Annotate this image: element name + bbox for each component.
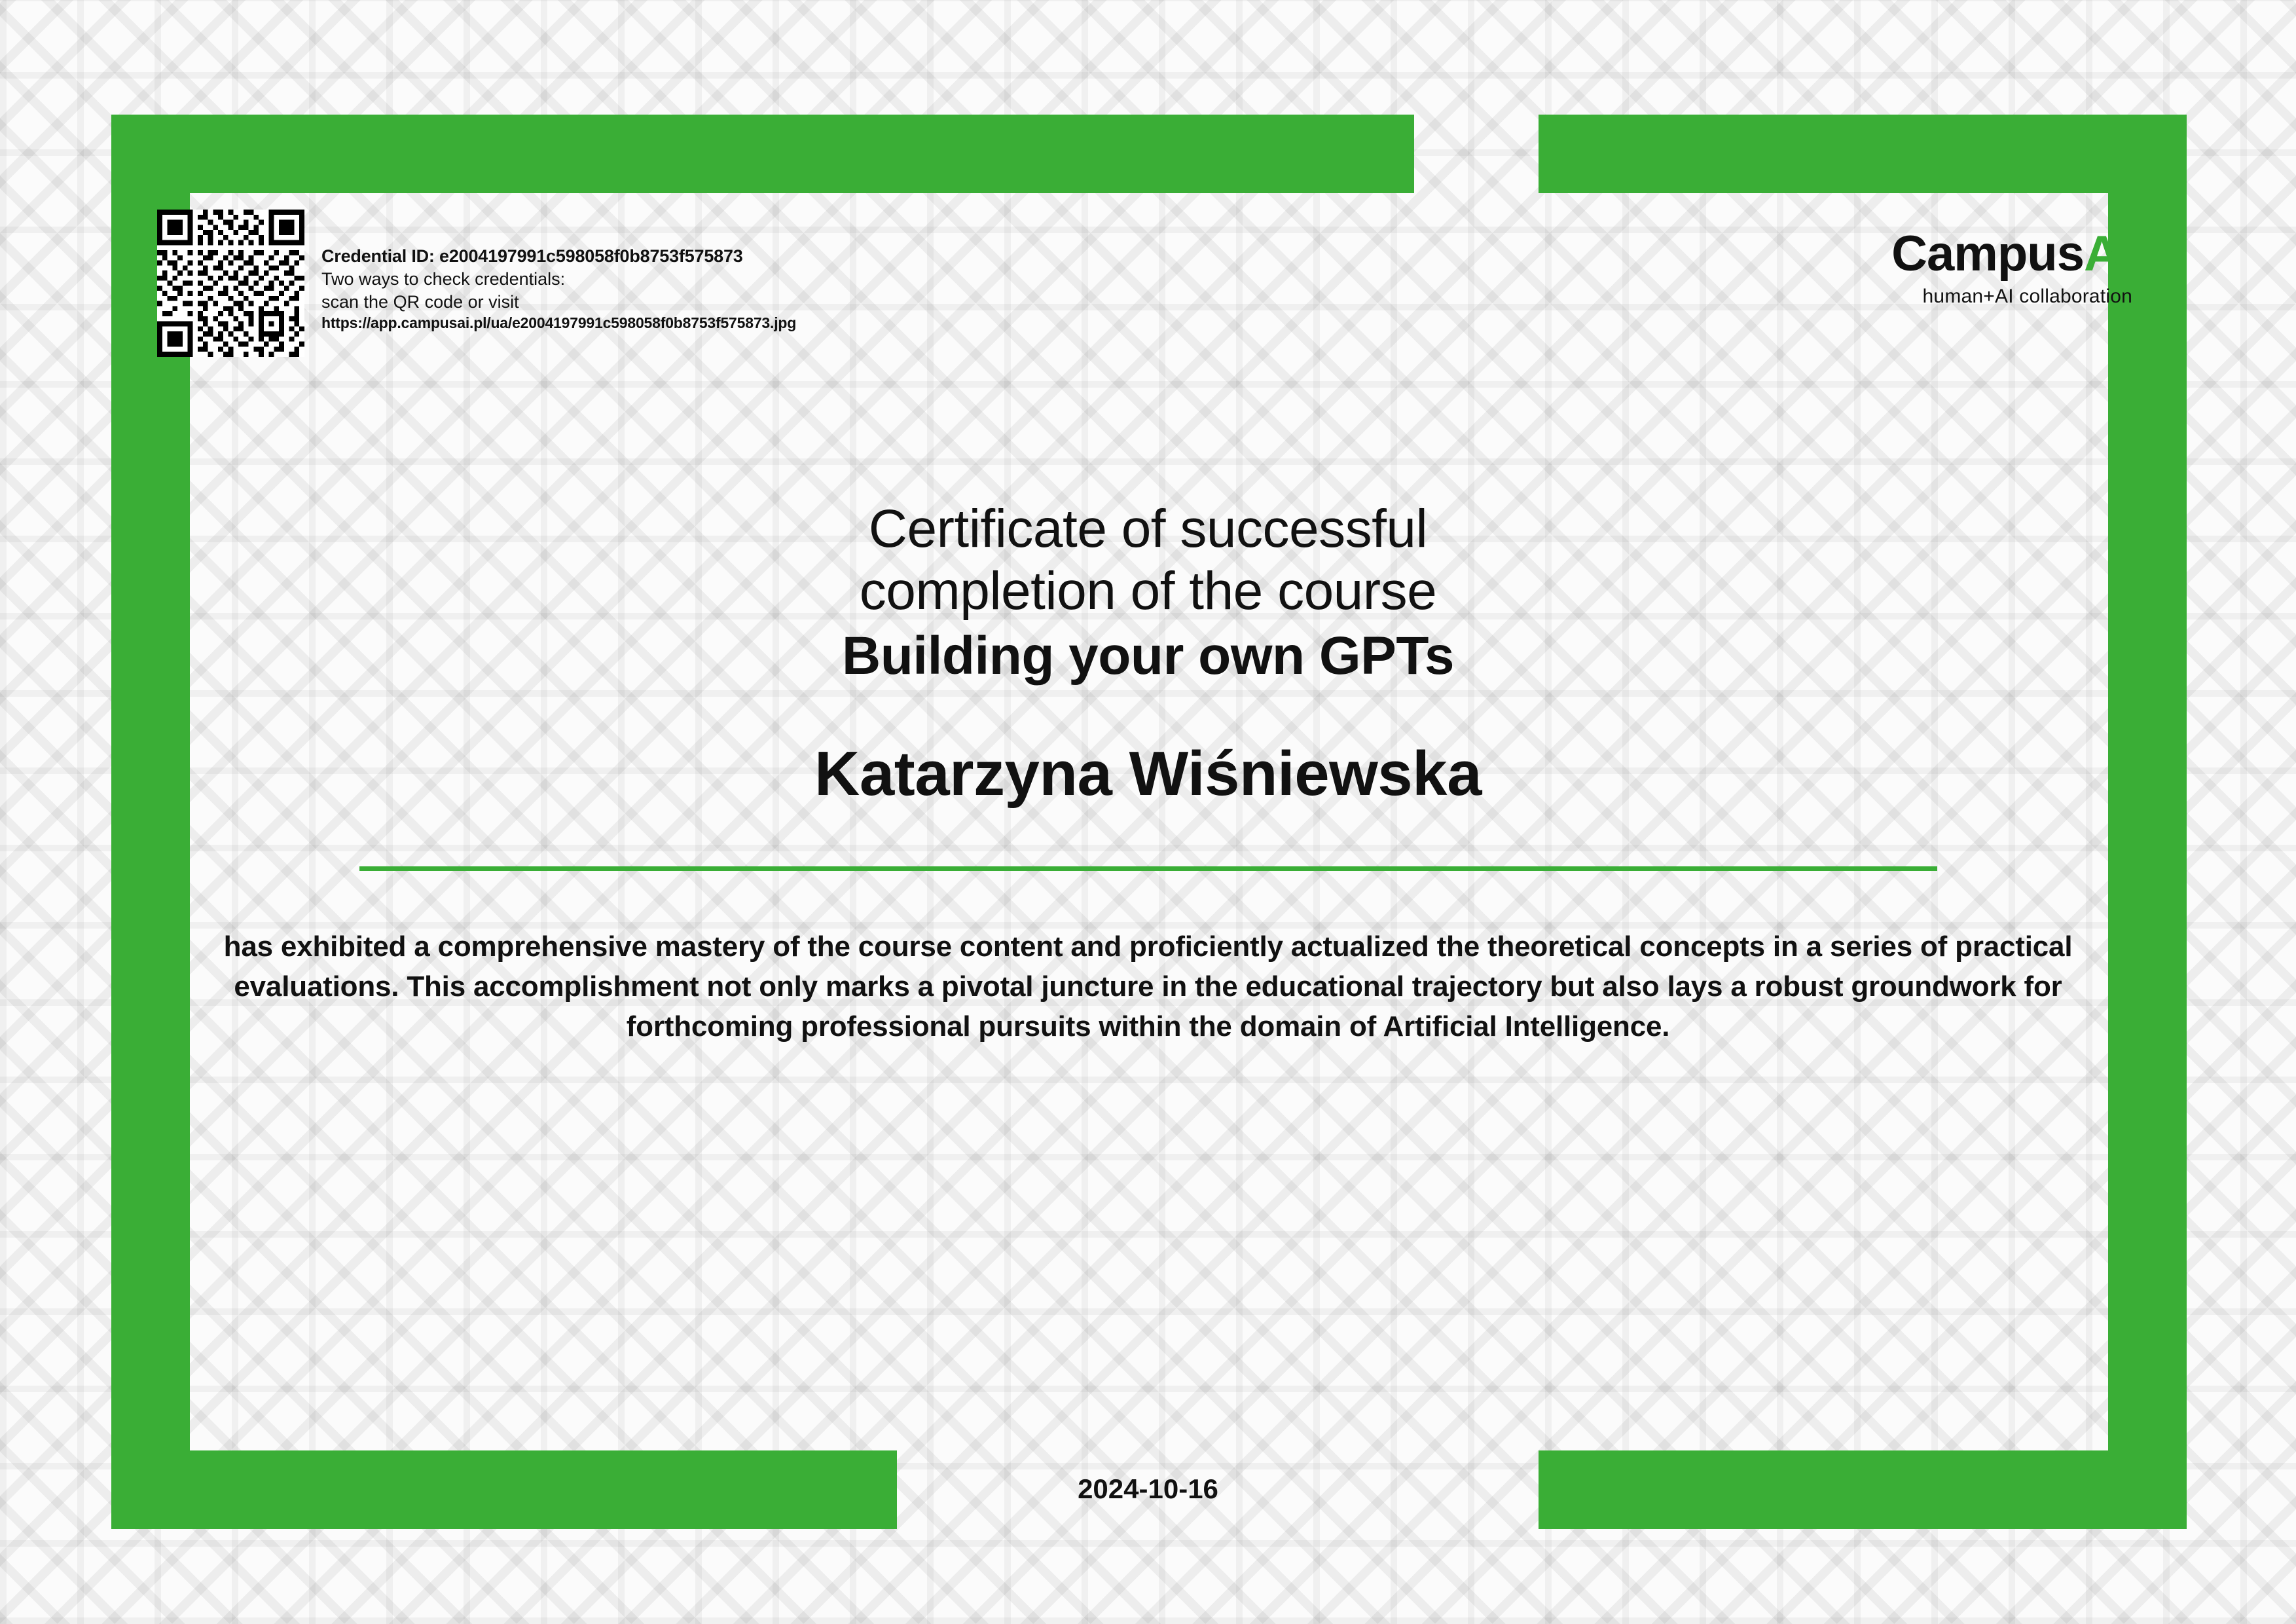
campusai-logo (1891, 226, 2132, 308)
recipient-name: Katarzyna Wiśniewska (814, 739, 1482, 809)
divider-rule (359, 866, 1937, 871)
issue-date: 2024-10-16 (1078, 1473, 1218, 1504)
credential-id-line (321, 245, 796, 268)
logo-word-campus: Campus (1891, 226, 2084, 282)
certificate-body-text: has exhibited a comprehensive mastery of the course content and proficiently actualized the theoretical concepts in a series of practical evaluations. This accomplishment not only marks a pivotal juncture in the educational trajectory but also lays a robust groundwork for forthcoming professional pursuits within the domain of Artificial Intelligence. (223, 931, 2073, 1043)
credential-id-value: e2004197991c598058f0b8753f575873 (439, 246, 743, 266)
credential-instructions-line2: scan the QR code or visit (321, 292, 519, 312)
credential-text (321, 210, 796, 333)
credential-instructions-line1: Two ways to check credentials: (321, 269, 566, 289)
logo-word-ai: AI (2084, 226, 2132, 282)
logo-wordmark (1891, 226, 2132, 282)
credential-block (157, 210, 796, 357)
qr-code-icon[interactable] (157, 210, 304, 357)
credential-verify-url[interactable]: https://app.campusai.pl/ua/e2004197991c598058f0b8753f575873.jpg (321, 314, 797, 332)
logo-tagline: human+AI collaboration (1922, 286, 2132, 307)
certificate-content (183, 498, 2113, 1046)
credential-id-label: Credential ID: (321, 246, 435, 266)
frame-bar-top-left (111, 115, 1414, 193)
certificate-title-line-2: completion of the course (859, 561, 1437, 621)
course-name: Building your own GPTs (841, 626, 1454, 686)
certificate-title-line-1: Certificate of successful (868, 499, 1428, 559)
frame-bar-top-right (1539, 115, 2187, 193)
frame-bar-right (2108, 115, 2187, 1529)
